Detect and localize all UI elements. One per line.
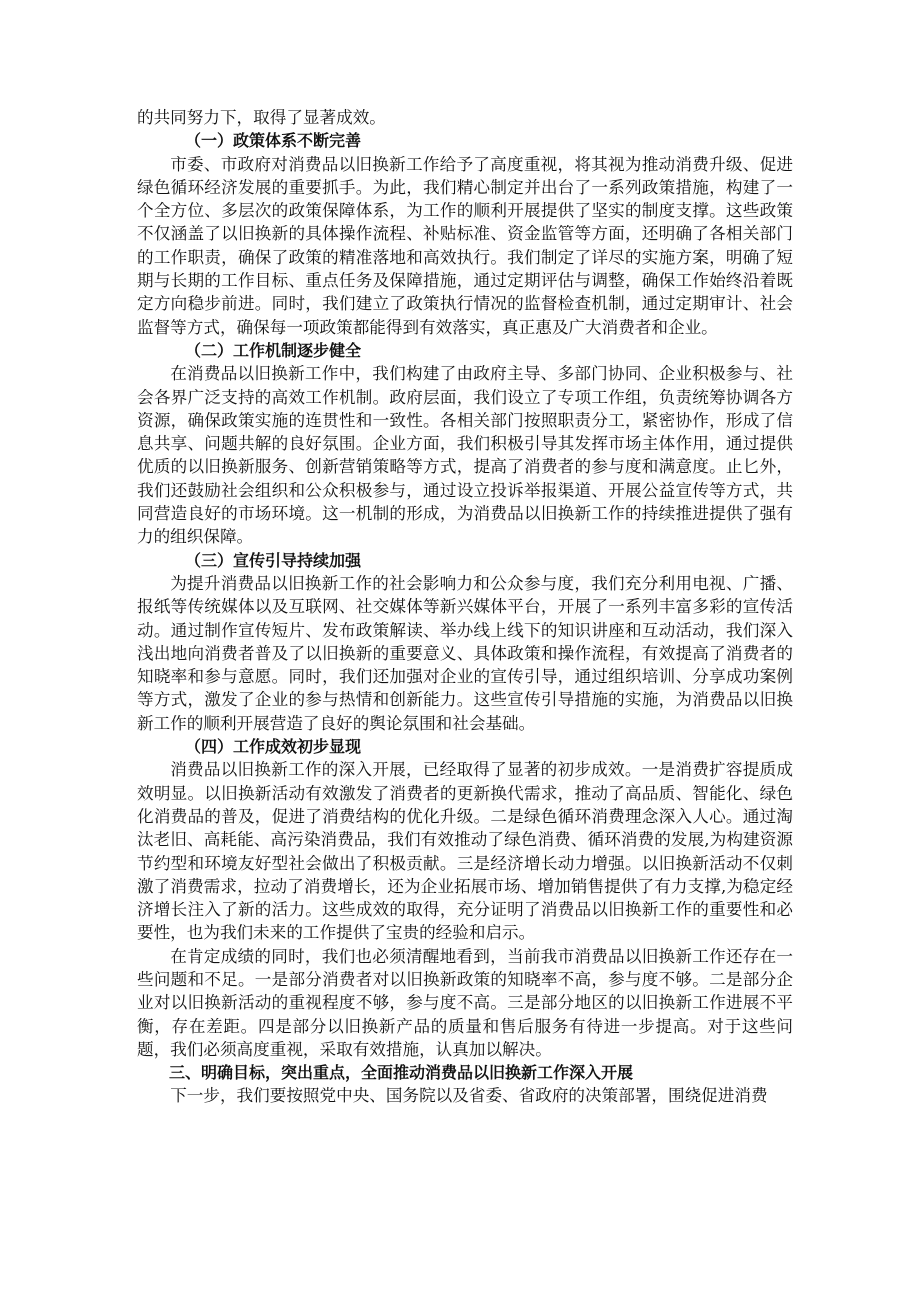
section-body-problems: 在肯定成绩的同时，我们也必须清醒地看到，当前我市消费品以旧换新工作还存在一些问题和不足。一是部分消费者对以旧换新政策的知晓率不高，参与度不够。二是部分企业对以旧换新活动的重视程度不够，参与度不高。三是部分地区的以旧换新工作进展不平衡，存在差距。四是部分以旧换新产品的质量和售后服务有待进一步提高。对于这些问题，我们必须高度重视，采取有效措施，认真加以解决。: [137, 946, 793, 1059]
part-heading-goals: 三、明确目标，突出重点，全面推动消费品以旧换新工作深入开展: [169, 1063, 634, 1083]
section-body-policy-system: 市委、市政府对消费品以旧换新工作给予了高度重视，将其视为推动消费升级、促进绿色循环经济发展的重要抓手。为此，我们精心制定并出台了一系列政策措施，构建了一个全方位、多层次的政策保障体系，为工作的顺利开展提供了坚实的制度支撑。这些政策不仅涵盖了以旧换新的具体操作流程、补贴标准、资金监管等方面，还明确了各相关部门的工作职责，确保了政策的精准落地和高效执行。我们制定了详尽的实施方案，明确了短期与长期的工作目标、重点任务及保障措施，通过定期评估与调整，确保工作始终沿着既定方向稳步前进。同时，我们建立了政策执行情况的监督检查机制，通过定期审计、社会监督等方式，确保每一项政策都能得到有效落实，真正惠及广大消费者和企业。: [137, 154, 793, 337]
document-page: [137, 106, 793, 1108]
part-body-goals: 下一步，我们要按照党中央、国务院以及省委、省政府的决策部署，围绕促进消费: [170, 1086, 768, 1106]
section-body-publicity: 为提升消费品以旧换新工作的社会影响力和公众参与度，我们充分利用电视、广播、报纸等传统媒体以及互联网、社交媒体等新兴媒体平台，开展了一系列丰富多彩的宣传活动。通过制作宣传短片、发布政策解读、举办线上线下的知识讲座和互动活动，我们深入浅出地向消费者普及了以旧换新的重要意义、具体政策和操作流程，有效提高了消费者的知晓率和参与意愿。同时，我们还加强对企业的宣传引导，通过组织培训、分享成功案例等方式，激发了企业的参与热情和创新能力。这些宣传引导措施的实施，为消费品以旧换新工作的顺利开展营造了良好的舆论氛围和社会基础。: [137, 573, 793, 733]
section-heading-policy-system: （一）政策体系不断完善: [185, 131, 362, 151]
section-body-work-mechanism: 在消费品以旧换新工作中，我们构建了由政府主导、多部门协同、企业积极参与、社会各界广泛支持的高效工作机制。政府层面，我们设立了专项工作组，负责统筹协调各方资源，确保政策实施的连贯性和一致性。各相关部门按照职责分工，紧密协作，形成了信息共享、问题共解的良好氛围。企业方面，我们积极引导其发挥市场主体作用，通过提供优质的以旧换新服务、创新营销策略等方式，提高了消费者的参与度和满意度。止匕外，我们还鼓励社会组织和公众积极参与，通过设立投诉举报渠道、开展公益宣传等方式，共同营造良好的市场环境。这一机制的形成，为消费品以旧换新工作的持续推进提供了强有力的组织保障。: [137, 364, 793, 547]
section-body-results: 消费品以旧换新工作的深入开展，已经取得了显著的初步成效。一是消费扩容提质成效明显。以旧换新活动有效激发了消费者的更新换代需求，推动了高品质、智能化、绿色化消费品的普及，促进了消费结构的优化升级。二是绿色循环消费理念深入人心。通过淘汰老旧、高耗能、高污染消费品，我们有效推动了绿色消费、循环消费的发展,为构建资源节约型和环境友好型社会做出了积极贡献。三是经济增长动力增强。以旧换新活动不仅刺激了消费需求，拉动了消费增长，还为企业拓展市场、增加销售提供了有力支撑,为稳定经济增长注入了新的活力。这些成效的取得，充分证明了消费品以旧换新工作的重要性和必要性，也为我们未来的工作提供了宝贵的经验和启示。: [137, 760, 793, 943]
section-heading-work-mechanism: （二）工作机制逐步健全: [185, 340, 362, 360]
section-heading-publicity: （三）宣传引导持续加强: [185, 550, 362, 570]
section-heading-results: （四）工作成效初步显现: [185, 737, 362, 757]
continuation-paragraph: 的共同努力下，取得了显著成效。: [137, 108, 386, 127]
